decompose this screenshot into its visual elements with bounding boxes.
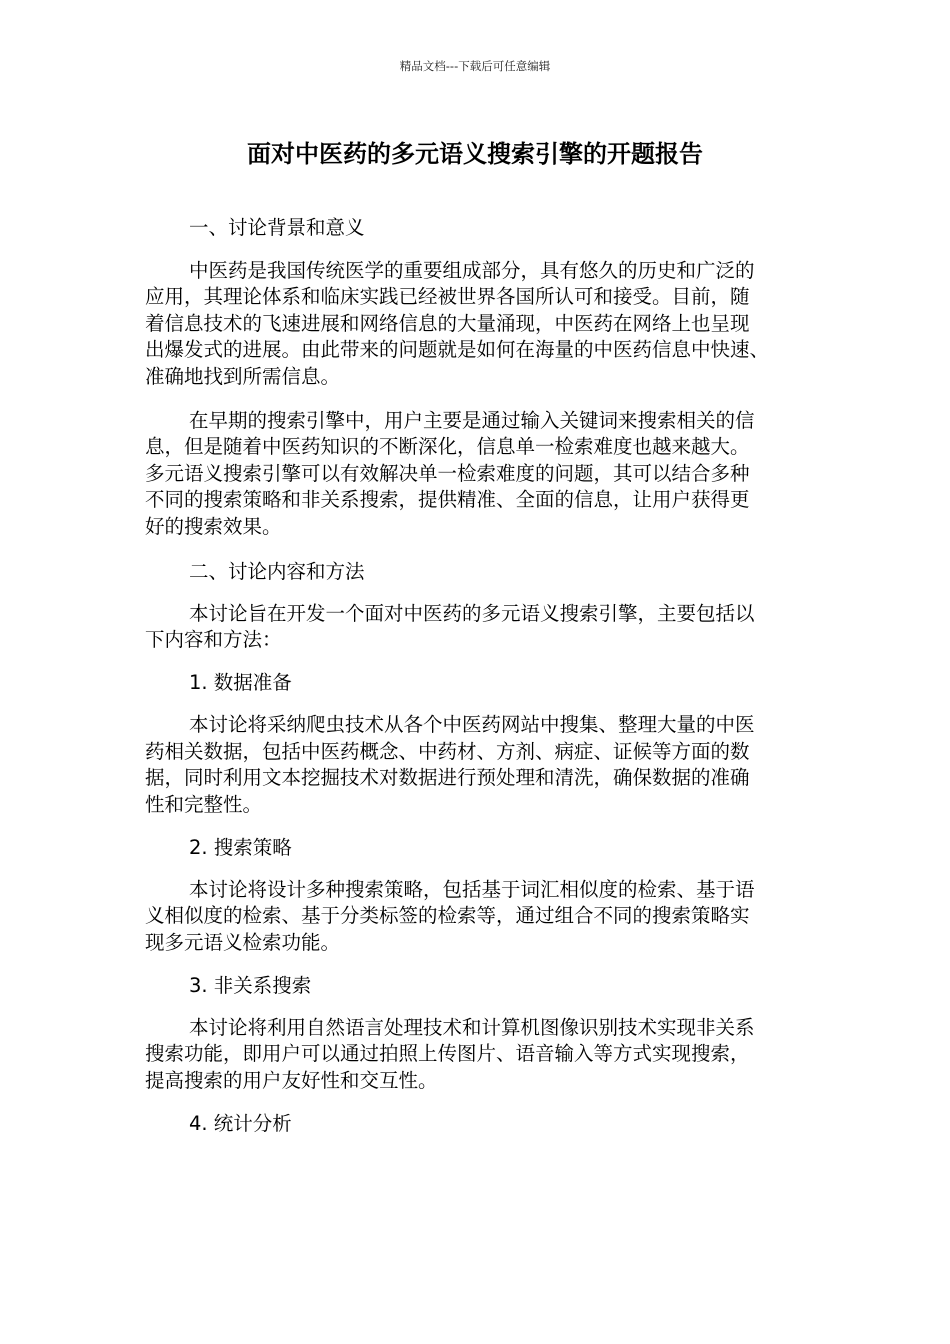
- paragraph-line: 在早期的搜索引擎中，用户主要是通过输入关键词来搜索相关的信: [189, 409, 755, 432]
- document-title: 面对中医药的多元语义搜索引擎的开题报告: [247, 140, 703, 168]
- paragraph-line: 中医药是我国传统医学的重要组成部分，具有悠久的历史和广泛的: [189, 259, 755, 282]
- paragraph-line: 好的搜索效果。: [145, 515, 282, 538]
- paragraph-line: 出爆发式的进展。由此带来的问题就是如何在海量的中医药信息中快速、: [145, 338, 770, 361]
- section-heading-background: 一、讨论背景和意义: [189, 216, 365, 239]
- subsection-heading-search-strategy: 2. 搜索策略: [189, 836, 292, 859]
- paragraph-line: 应用，其理论体系和临床实践已经被世界各国所认可和接受。目前，随: [145, 285, 750, 308]
- subsection-heading-data-preparation: 1. 数据准备: [189, 671, 292, 694]
- paragraph-line: 本讨论将利用自然语言处理技术和计算机图像识别技术实现非关系: [189, 1016, 755, 1039]
- subsection-heading-non-relational-search: 3. 非关系搜索: [189, 974, 312, 997]
- paragraph-line: 性和完整性。: [145, 793, 263, 816]
- section-heading-content-methods: 二、讨论内容和方法: [189, 560, 365, 583]
- paragraph-line: 据，同时利用文本挖掘技术对数据进行预处理和清洗，确保数据的准确: [145, 766, 750, 789]
- page-header-note: 精品文档---下载后可任意编辑: [399, 59, 551, 73]
- paragraph-line: 本讨论将设计多种搜索策略，包括基于词汇相似度的检索、基于语: [189, 878, 755, 901]
- paragraph-line: 息，但是随着中医药知识的不断深化，信息单一检索难度也越来越大。: [145, 435, 750, 458]
- paragraph-line: 搜索功能，即用户可以通过拍照上传图片、语音输入等方式实现搜索，: [145, 1042, 750, 1065]
- paragraph-line: 现多元语义检索功能。: [145, 931, 341, 954]
- subsection-heading-statistical-analysis: 4. 统计分析: [189, 1112, 292, 1135]
- paragraph-line: 下内容和方法：: [145, 628, 282, 651]
- paragraph-line: 准确地找到所需信息。: [145, 365, 341, 388]
- paragraph-line: 本讨论旨在开发一个面对中医药的多元语义搜索引擎，主要包括以: [189, 602, 755, 625]
- paragraph-line: 本讨论将采纳爬虫技术从各个中医药网站中搜集、整理大量的中医: [189, 713, 755, 736]
- paragraph-line: 药相关数据，包括中医药概念、中药材、方剂、病症、证候等方面的数: [145, 740, 750, 763]
- paragraph-line: 义相似度的检索、基于分类标签的检索等，通过组合不同的搜索策略实: [145, 904, 750, 927]
- paragraph-line: 着信息技术的飞速进展和网络信息的大量涌现，中医药在网络上也呈现: [145, 312, 750, 335]
- paragraph-line: 多元语义搜索引擎可以有效解决单一检索难度的问题，其可以结合多种: [145, 462, 750, 485]
- paragraph-line: 提高搜索的用户友好性和交互性。: [145, 1069, 438, 1092]
- paragraph-line: 不同的搜索策略和非关系搜索，提供精准、全面的信息，让用户获得更: [145, 488, 750, 511]
